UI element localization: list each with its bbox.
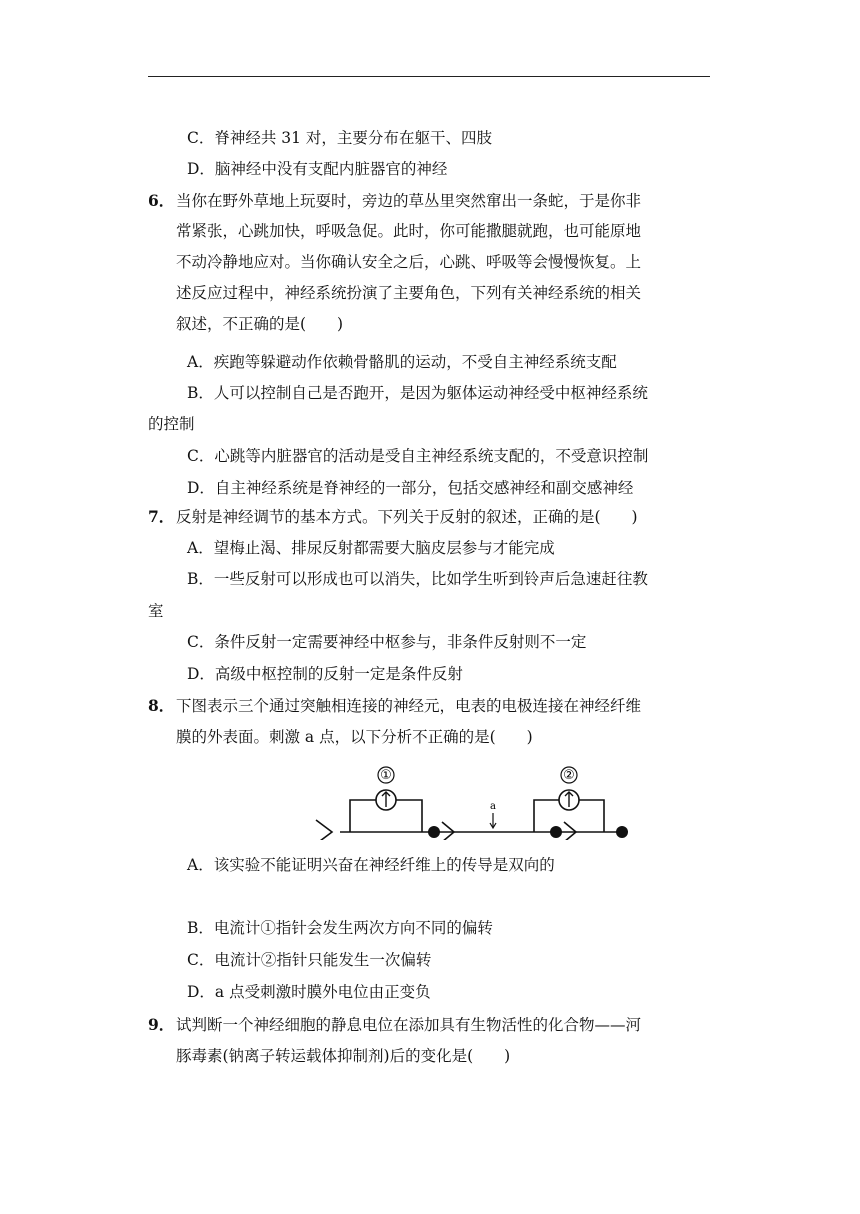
q6-stem-line-2: 常紧张，心跳加快，呼吸急促。此时，你可能撒腿就跑，也可能原地 [176,222,642,240]
meter2-label: ② [563,768,575,783]
q7-option-b-line-2: 室 [148,602,164,620]
q6-stem-line-4: 述反应过程中，神经系统扮演了主要角色，下列有关神经系统的相关 [176,284,642,302]
q7-number: 7． [148,507,175,526]
q9-stem-line-2: 豚毒素(钠离子转运载体抑制剂)后的变化是( ) [176,1047,511,1065]
meter1-label: ① [380,768,392,783]
q8-stem-line-2: 膜的外表面。刺激 a 点，以下分析不正确的是( ) [176,728,533,746]
synapse-left [316,820,332,840]
q6-option-a: A．疾跑等躲避动作依赖骨骼肌的运动，不受自主神经系统支配 [187,353,617,371]
neuron-terminal-3 [616,826,628,838]
q8-option-a: A．该实验不能证明兴奋在神经纤维上的传导是双向的 [187,856,555,874]
synapse-middle [442,822,454,840]
neuron-terminal-1 [428,826,440,838]
q8-option-c: C．电流计②指针只能发生一次偏转 [187,951,432,969]
q5-option-c: C．脊神经共 31 对，主要分布在躯干、四肢 [187,129,492,147]
q8-option-d: D．a 点受刺激时膜外电位由正变负 [187,983,431,1001]
header-rule [148,76,710,77]
q9-number: 9． [148,1015,175,1034]
q8-stem-line-1: 下图表示三个通过突触相连接的神经元，电表的电极连接在神经纤维 [176,697,642,715]
q7-option-c: C．条件反射一定需要神经中枢参与，非条件反射则不一定 [187,633,587,651]
q6-stem-line-1: 当你在野外草地上玩耍时，旁边的草丛里突然窜出一条蛇，于是你非 [176,192,642,210]
point-a-label: a [490,801,496,812]
q6-stem-line-3: 不动冷静地应对。当你确认安全之后，心跳、呼吸等会慢慢恢复。上 [176,253,642,271]
q8-number: 8． [148,696,175,715]
q7-option-a: A．望梅止渴、排尿反射都需要大脑皮层参与才能完成 [187,539,555,557]
synapse-right [564,822,576,840]
q6-stem-line-5: 叙述，不正确的是( ) [176,315,344,333]
q6-option-c: C．心跳等内脏器官的活动是受自主神经系统支配的，不受意识控制 [187,447,649,465]
q6-option-b-line-2: 的控制 [148,415,195,433]
q8-option-b: B．电流计①指针会发生两次方向不同的偏转 [187,919,493,937]
q6-option-d: D．自主神经系统是脊神经的一部分，包括交感神经和副交感神经 [187,479,634,497]
neuron-circuit-diagram [312,764,637,840]
q7-option-d: D．高级中枢控制的反射一定是条件反射 [187,665,463,683]
neuron-terminal-2 [550,826,562,838]
q7-option-b-line-1: B．一些反射可以形成也可以消失，比如学生听到铃声后急速赶往教 [187,570,648,588]
q6-number: 6． [148,191,175,210]
q9-stem-line-1: 试判断一个神经细胞的静息电位在添加具有生物活性的化合物——河 [176,1016,642,1034]
q6-option-b-line-1: B．人可以控制自己是否跑开，是因为躯体运动神经受中枢神经系统 [187,384,648,402]
q5-option-d: D．脑神经中没有支配内脏器官的神经 [187,160,448,178]
q7-stem: 反射是神经调节的基本方式。下列关于反射的叙述，正确的是( ) [176,508,638,526]
